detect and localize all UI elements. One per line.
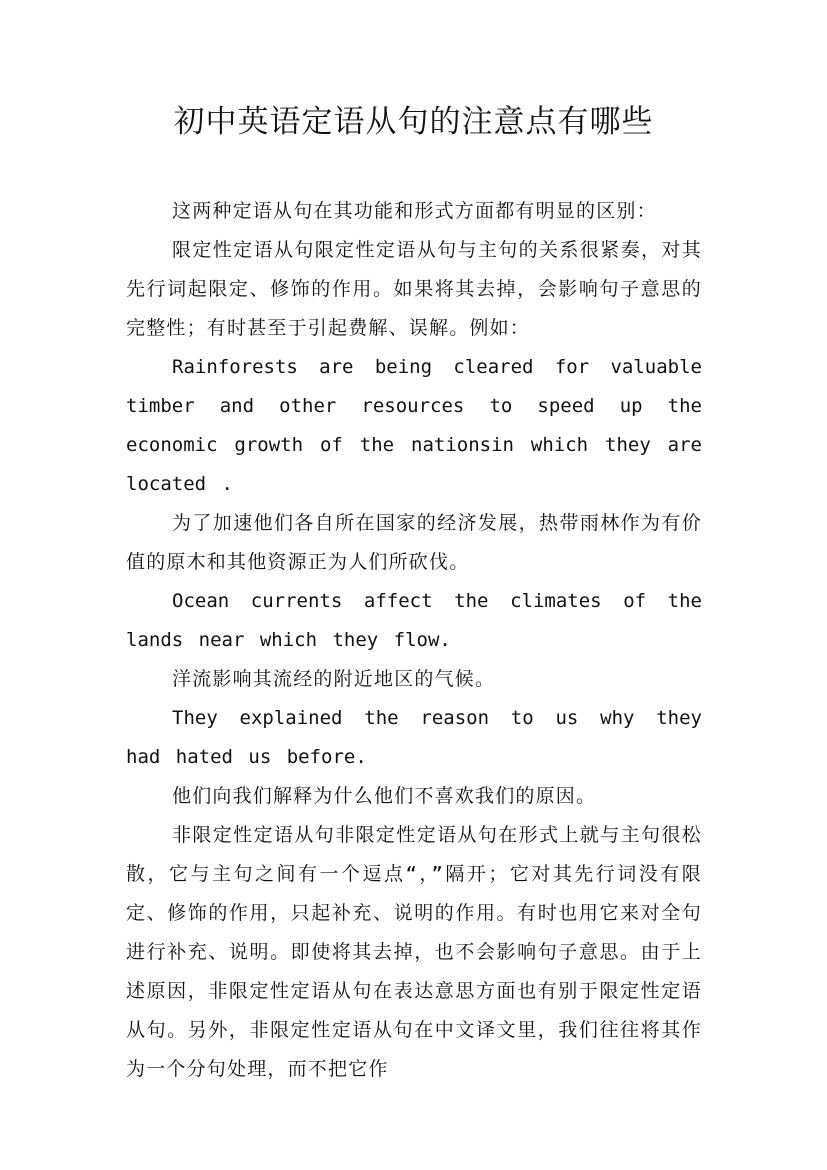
example-sentence-rainforests: Rainforests are being cleared for valuable timber and other resources to speed up the economic growth of the nationsin which they are located . [126, 356, 702, 495]
example-sentence-ocean-currents: Ocean currents affect the climates of the lands near which they flow. [126, 590, 702, 651]
translation-rainforests: 为了加速他们各自所在国家的经济发展，热带雨林作为有价值的原木和其他资源正为人们所砍伐。 [126, 512, 702, 573]
document-body [126, 192, 702, 1089]
example-sentence-explained-reason: They explained the reason to us why they had hated us before. [126, 707, 702, 768]
translation-ocean-currents: 洋流影响其流经的附近地区的气候。 [172, 668, 496, 690]
document-title: 初中英语定语从句的注意点有哪些 [173, 104, 654, 140]
translation-explained-reason: 他们向我们解释为什么他们不喜欢我们的原因。 [172, 785, 597, 807]
paragraph-non-restrictive-clause: 非限定性定语从句非限定性定语从句在形式上就与主句很松散，它与主句之间有一个逗点“，”隔开；它对其先行词没有限定、修饰的作用，只起补充、说明的作用。有时也用它来对全句进行补充、说明。即使将其去掉，也不会影响句子意思。由于上述原因，非限定性定语从句在表达意思方面也有别于限定性定语从句。另外，非限定性定语从句在中文译文里，我们往往将其作为一个分句处理，而不把它作 [126, 824, 702, 1080]
paragraph-intro: 这两种定语从句在其功能和形式方面都有明显的区别： [172, 200, 657, 222]
paragraph-restrictive-clause: 限定性定语从句限定性定语从句与主句的关系很紧奏，对其先行词起限定、修饰的作用。如果将其去掉，会影响句子意思的完整性；有时甚至于引起费解、误解。例如： [126, 239, 702, 339]
